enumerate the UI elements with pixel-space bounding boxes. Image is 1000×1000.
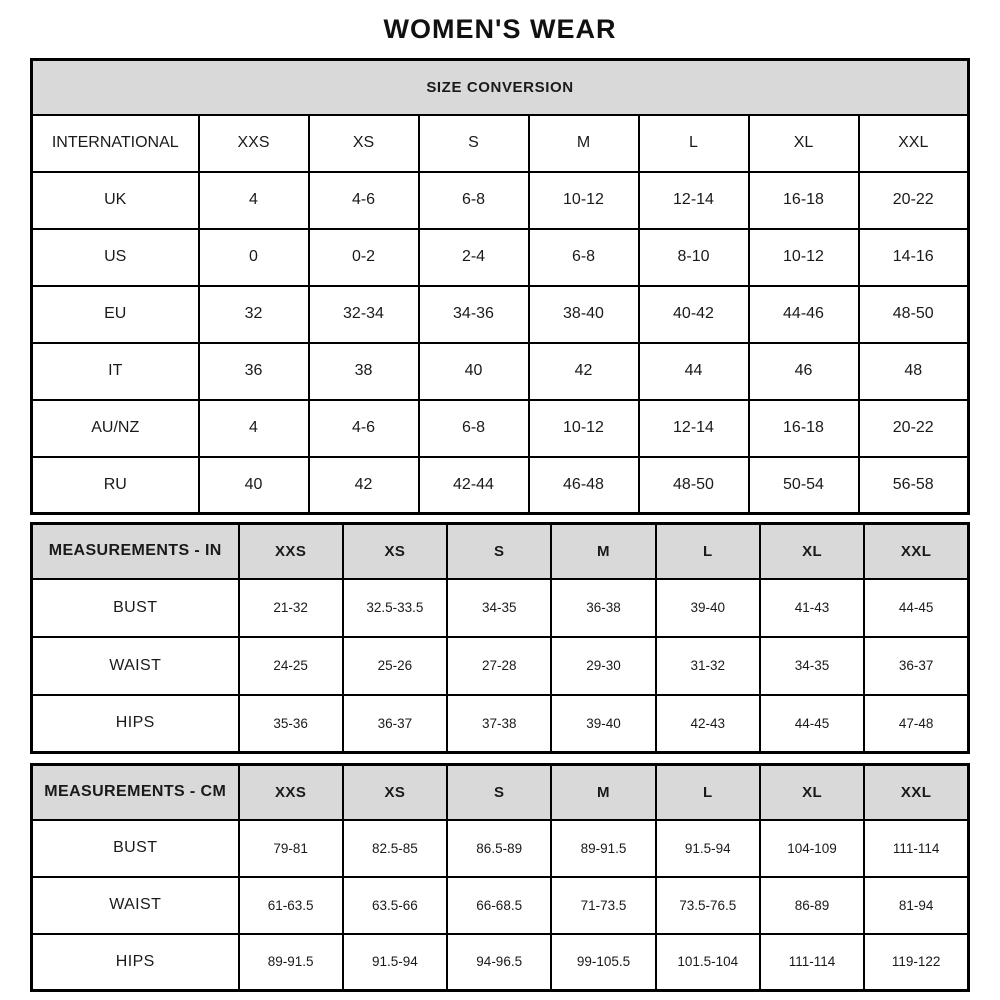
data-cell: 10-12 [749, 229, 859, 286]
row-label: BUST [32, 820, 239, 877]
data-cell: 0 [199, 229, 309, 286]
data-cell: 42 [529, 343, 639, 400]
table-row [32, 820, 969, 877]
table-row [32, 457, 969, 514]
column-header-cell: M [551, 765, 655, 820]
table-row [32, 579, 969, 637]
data-cell: 47-48 [864, 695, 968, 753]
data-cell: 99-105.5 [551, 934, 655, 991]
data-cell: 34-35 [760, 637, 864, 695]
column-header-cell: S [447, 524, 551, 579]
data-cell: 36-37 [343, 695, 447, 753]
data-cell: 42 [309, 457, 419, 514]
data-cell: 27-28 [447, 637, 551, 695]
data-cell: 6-8 [419, 172, 529, 229]
data-cell: 94-96.5 [447, 934, 551, 991]
column-header-cell: L [656, 765, 760, 820]
column-header-cell: XL [749, 115, 859, 172]
data-cell: 12-14 [639, 400, 749, 457]
data-cell: 46-48 [529, 457, 639, 514]
data-cell: 39-40 [656, 579, 760, 637]
column-header-cell: XS [343, 524, 447, 579]
data-cell: 40 [199, 457, 309, 514]
table-header-row [32, 115, 969, 172]
column-header-cell: XXL [859, 115, 969, 172]
table-row [32, 286, 969, 343]
data-cell: 66-68.5 [447, 877, 551, 934]
row-label: UK [32, 172, 199, 229]
data-cell: 32-34 [309, 286, 419, 343]
data-cell: 36-38 [551, 579, 655, 637]
table-row [32, 877, 969, 934]
table-row [32, 229, 969, 286]
row-label: HIPS [32, 934, 239, 991]
size-conversion-table [30, 58, 970, 515]
data-cell: 34-35 [447, 579, 551, 637]
data-cell: 101.5-104 [656, 934, 760, 991]
data-cell: 111-114 [760, 934, 864, 991]
data-cell: 16-18 [749, 172, 859, 229]
data-cell: 24-25 [239, 637, 343, 695]
data-cell: 40-42 [639, 286, 749, 343]
data-cell: 104-109 [760, 820, 864, 877]
column-header-cell: XS [309, 115, 419, 172]
data-cell: 61-63.5 [239, 877, 343, 934]
column-header-cell: XXL [864, 524, 968, 579]
column-header-cell: XL [760, 765, 864, 820]
column-header-cell: XXL [864, 765, 968, 820]
row-label: AU/NZ [32, 400, 199, 457]
column-header-cell: XXS [239, 524, 343, 579]
column-header-cell: XS [343, 765, 447, 820]
title-bar [30, 0, 970, 58]
page-title: WOMEN'S WEAR [383, 13, 617, 44]
data-cell: 48-50 [639, 457, 749, 514]
table-row [32, 695, 969, 753]
data-cell: 38 [309, 343, 419, 400]
data-cell: 81-94 [864, 877, 968, 934]
data-cell: 56-58 [859, 457, 969, 514]
table-header-row [32, 524, 969, 579]
data-cell: 42-44 [419, 457, 529, 514]
data-cell: 73.5-76.5 [656, 877, 760, 934]
data-cell: 10-12 [529, 400, 639, 457]
data-cell: 4-6 [309, 172, 419, 229]
data-cell: 44 [639, 343, 749, 400]
data-cell: 4-6 [309, 400, 419, 457]
data-cell: 20-22 [859, 172, 969, 229]
data-cell: 63.5-66 [343, 877, 447, 934]
column-header-cell: M [529, 115, 639, 172]
measurements-cm-table [30, 763, 970, 992]
data-cell: 44-45 [864, 579, 968, 637]
data-cell: 37-38 [447, 695, 551, 753]
data-cell: 4 [199, 172, 309, 229]
data-cell: 36-37 [864, 637, 968, 695]
data-cell: 20-22 [859, 400, 969, 457]
data-cell: 6-8 [419, 400, 529, 457]
data-cell: 89-91.5 [239, 934, 343, 991]
data-cell: 6-8 [529, 229, 639, 286]
data-cell: 71-73.5 [551, 877, 655, 934]
data-cell: 40 [419, 343, 529, 400]
column-header-cell: XL [760, 524, 864, 579]
column-header-cell: L [639, 115, 749, 172]
data-cell: 0-2 [309, 229, 419, 286]
column-header-cell: L [656, 524, 760, 579]
data-cell: 42-43 [656, 695, 760, 753]
data-cell: 10-12 [529, 172, 639, 229]
data-cell: 2-4 [419, 229, 529, 286]
data-cell: 34-36 [419, 286, 529, 343]
data-cell: 91.5-94 [343, 934, 447, 991]
data-cell: 39-40 [551, 695, 655, 753]
row-label: BUST [32, 579, 239, 637]
row-label: RU [32, 457, 199, 514]
data-cell: 12-14 [639, 172, 749, 229]
data-cell: 8-10 [639, 229, 749, 286]
table-row [32, 172, 969, 229]
data-cell: 46 [749, 343, 859, 400]
table-row [32, 637, 969, 695]
row-header-label: MEASUREMENTS - IN [32, 524, 239, 579]
data-cell: 119-122 [864, 934, 968, 991]
data-cell: 86.5-89 [447, 820, 551, 877]
data-cell: 44-46 [749, 286, 859, 343]
data-cell: 4 [199, 400, 309, 457]
data-cell: 16-18 [749, 400, 859, 457]
column-header-cell: S [447, 765, 551, 820]
data-cell: 14-16 [859, 229, 969, 286]
data-cell: 38-40 [529, 286, 639, 343]
row-label: HIPS [32, 695, 239, 753]
data-cell: 25-26 [343, 637, 447, 695]
data-cell: 89-91.5 [551, 820, 655, 877]
data-cell: 48 [859, 343, 969, 400]
data-cell: 50-54 [749, 457, 859, 514]
data-cell: 21-32 [239, 579, 343, 637]
row-header-label: MEASUREMENTS - CM [32, 765, 239, 820]
table-row [32, 934, 969, 991]
measurements-in-table [30, 522, 970, 754]
data-cell: 41-43 [760, 579, 864, 637]
row-label: WAIST [32, 877, 239, 934]
data-cell: 82.5-85 [343, 820, 447, 877]
data-cell: 48-50 [859, 286, 969, 343]
data-cell: 31-32 [656, 637, 760, 695]
table-header-row [32, 765, 969, 820]
data-cell: 79-81 [239, 820, 343, 877]
column-header-cell: S [419, 115, 529, 172]
data-cell: 32 [199, 286, 309, 343]
column-header-cell: XXS [239, 765, 343, 820]
column-header-cell: XXS [199, 115, 309, 172]
table-row [32, 400, 969, 457]
data-cell: 35-36 [239, 695, 343, 753]
data-cell: 36 [199, 343, 309, 400]
data-cell: 29-30 [551, 637, 655, 695]
row-header-label: INTERNATIONAL [32, 115, 199, 172]
table-banner-row [32, 60, 969, 115]
data-cell: 91.5-94 [656, 820, 760, 877]
data-cell: 86-89 [760, 877, 864, 934]
data-cell: 32.5-33.5 [343, 579, 447, 637]
table-row [32, 343, 969, 400]
table-banner: SIZE CONVERSION [32, 60, 969, 115]
row-label: EU [32, 286, 199, 343]
row-label: US [32, 229, 199, 286]
column-header-cell: M [551, 524, 655, 579]
data-cell: 44-45 [760, 695, 864, 753]
row-label: WAIST [32, 637, 239, 695]
row-label: IT [32, 343, 199, 400]
data-cell: 111-114 [864, 820, 968, 877]
